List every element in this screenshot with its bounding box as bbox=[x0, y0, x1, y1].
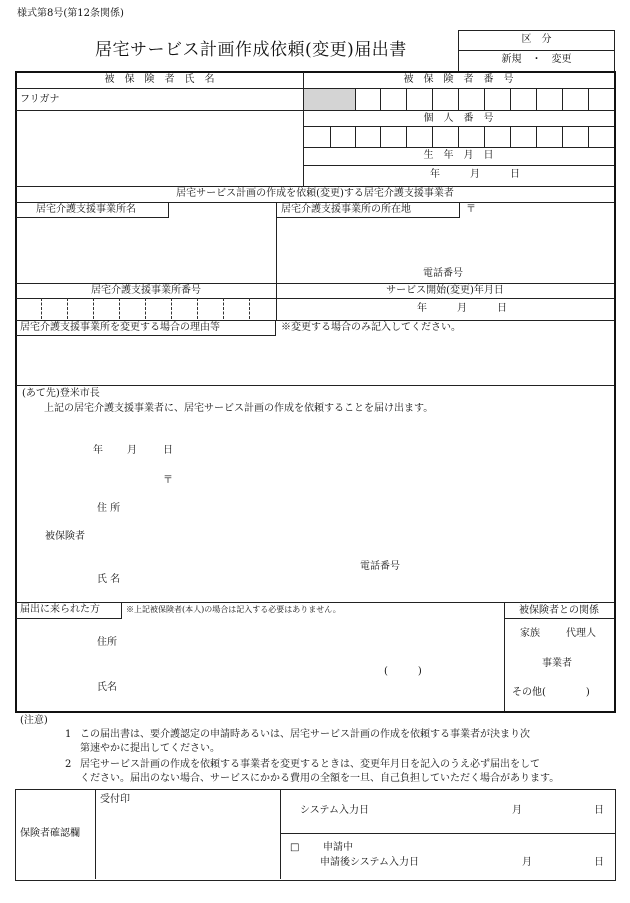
submitter-label: 届出に来られた方 bbox=[20, 604, 100, 615]
submitter-address-label: 住所 bbox=[97, 637, 117, 648]
system-input-day: 日 bbox=[594, 805, 604, 816]
change-note: ※変更する場合のみ記入してください。 bbox=[281, 322, 461, 333]
office-address-label: 居宅介護支援事業所の所在地 bbox=[281, 204, 411, 215]
applying-checkbox[interactable]: □ bbox=[290, 842, 300, 853]
provider-section-heading: 居宅サービス計画の作成を依頼(変更)する居宅介護支援事業者 bbox=[176, 188, 454, 199]
classification-options[interactable]: 新規 ・ 変更 bbox=[501, 54, 572, 65]
submitter-note: ※上記被保険者(本人)の場合は記入する必要はありません。 bbox=[126, 605, 341, 614]
declaration-day: 日 bbox=[163, 445, 173, 456]
note-1-num: 1 bbox=[65, 729, 72, 740]
insured-number-input[interactable] bbox=[356, 89, 613, 109]
applying-label: 申請中 bbox=[323, 842, 353, 853]
furigana-input[interactable] bbox=[20, 90, 298, 108]
submitter-address-input[interactable] bbox=[130, 626, 490, 656]
note-2-num: 2 bbox=[65, 759, 72, 770]
insured-number-label: 被 保 険 者 番 号 bbox=[403, 74, 514, 85]
notes-heading: (注意) bbox=[20, 715, 48, 726]
birthdate-label: 生 年 月 日 bbox=[423, 150, 494, 161]
post-application-day: 日 bbox=[594, 857, 604, 868]
classification-label: 区 分 bbox=[521, 34, 552, 45]
office-name-input[interactable] bbox=[18, 220, 273, 280]
declaration-statement: 上記の居宅介護支援事業者に、居宅サービス計画の作成を依頼することを届け出ます。 bbox=[44, 403, 434, 414]
insurer-label: 保険者確認欄 bbox=[20, 828, 80, 839]
receipt-stamp-label: 受付印 bbox=[100, 794, 130, 805]
insured-number-shaded-cell bbox=[304, 89, 355, 110]
form-number: 様式第8号(第12条関係) bbox=[17, 8, 124, 19]
note-2-line2: ください。届出のない場合、サービスにかかる費用の全額を一旦、自己負担していただく場合があります。 bbox=[80, 773, 560, 784]
declaration-name-label: 氏 名 bbox=[97, 574, 121, 585]
individual-number-label: 個 人 番 号 bbox=[423, 113, 494, 124]
insured-name-input[interactable] bbox=[17, 112, 301, 184]
form-title: 居宅サービス計画作成依頼(変更)届出書 bbox=[95, 40, 407, 60]
declaration-month: 月 bbox=[127, 445, 137, 456]
office-name-label: 居宅介護支援事業所名 bbox=[36, 204, 136, 215]
relation-label: 被保険者との関係 bbox=[519, 605, 599, 616]
service-start-label: サービス開始(変更)年月日 bbox=[386, 285, 504, 296]
relation-agent[interactable]: 代理人 bbox=[566, 628, 596, 639]
service-start-value[interactable]: 年 月 日 bbox=[417, 303, 507, 314]
office-phone-label: 電話番号 bbox=[423, 268, 463, 279]
declaration-address-label: 住 所 bbox=[97, 503, 121, 514]
declaration-name-input[interactable] bbox=[160, 565, 340, 589]
change-reason-label: 居宅介護支援事業所を変更する場合の理由等 bbox=[20, 322, 220, 333]
declaration-address-input[interactable] bbox=[160, 490, 560, 520]
insured-name-label: 被 保 険 者 氏 名 bbox=[104, 74, 215, 85]
office-number-label: 居宅介護支援事業所番号 bbox=[91, 285, 201, 296]
note-1-line2: 第速やかに提出してください。 bbox=[80, 743, 220, 754]
change-reason-input[interactable] bbox=[18, 338, 612, 382]
office-postal-mark: 〒 bbox=[466, 204, 476, 215]
relation-business[interactable]: 事業者 bbox=[542, 658, 572, 669]
system-input-month: 月 bbox=[512, 805, 522, 816]
declaration-phone-label: 電話番号 bbox=[360, 561, 400, 572]
office-number-input[interactable] bbox=[17, 299, 274, 318]
office-address-input[interactable] bbox=[280, 220, 610, 268]
receipt-stamp-area[interactable] bbox=[98, 808, 276, 876]
note-1-line1: この届出書は、要介護認定の申請時あるいは、居宅サービス計画の作成を依頼する事業者が決まり次 bbox=[80, 729, 530, 740]
submitter-name-label: 氏名 bbox=[97, 682, 117, 693]
post-application-month: 月 bbox=[522, 857, 532, 868]
note-2-line1: 居宅サービス計画の作成を依頼する事業者を変更するときは、変更年月日を記入のうえ必ず届出をして bbox=[80, 759, 540, 770]
declaration-postal-mark: 〒 bbox=[163, 475, 173, 486]
submitter-name-input[interactable] bbox=[130, 672, 370, 698]
individual-number-input[interactable] bbox=[304, 127, 613, 146]
relation-other[interactable]: その他( ) bbox=[512, 687, 590, 698]
declaration-year: 年 bbox=[93, 445, 103, 456]
declaration-insured-label: 被保険者 bbox=[45, 531, 85, 542]
birthdate-value[interactable]: 年 月 日 bbox=[430, 169, 520, 180]
system-input-label: システム入力日 bbox=[300, 805, 369, 816]
addressee: (あて先)登米市長 bbox=[22, 388, 100, 399]
post-application-label: 申請後システム入力日 bbox=[320, 857, 419, 868]
furigana-label: フリガナ bbox=[20, 94, 60, 105]
relation-family[interactable]: 家族 bbox=[520, 628, 540, 639]
submitter-phone-paren: ( ) bbox=[384, 666, 422, 677]
